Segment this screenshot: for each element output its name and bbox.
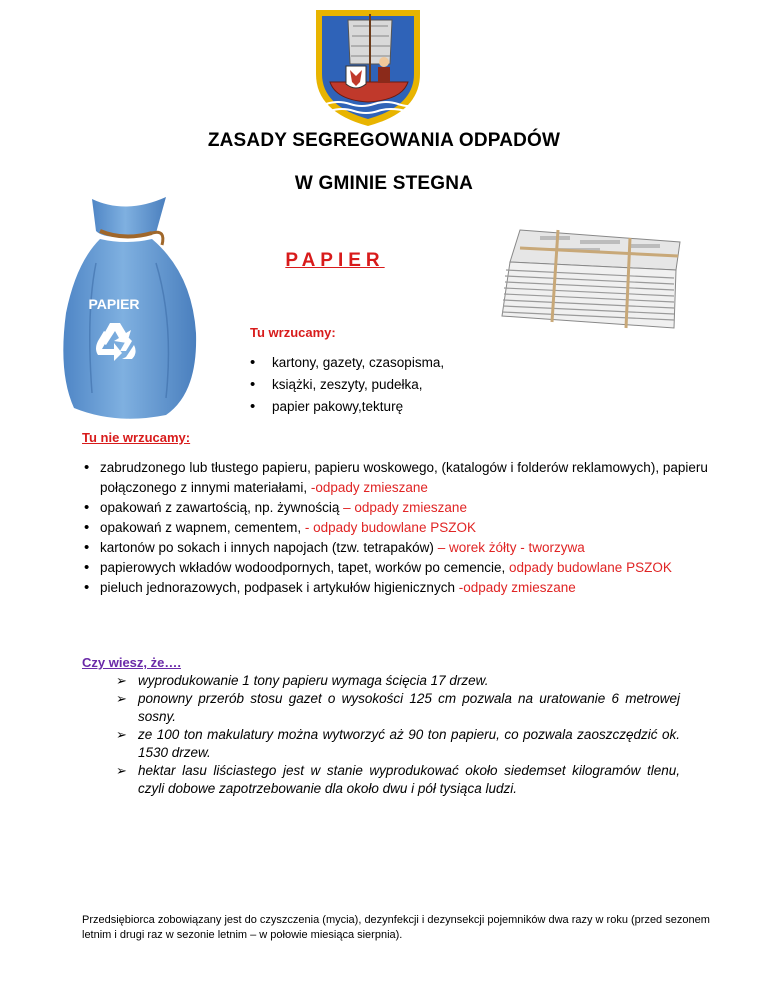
fact-item: ➢ hektar lasu liściastego jest w stanie wyprodukować około siedemset kilogramów tlenu, czyli dobowe zapotrzebowanie dla około dwu i pół tysiąca ludzi. [116, 762, 680, 798]
facts-label: Czy wiesz, że…. [82, 655, 181, 670]
fact-item: ➢ wyprodukowanie 1 tony papieru wymaga ścięcia 17 drzew. [116, 672, 680, 690]
rejected-item-note: -odpady zmieszane [458, 580, 576, 595]
rejected-item: • pieluch jednorazowych, podpasek i artykułów higienicznych -odpady zmieszane [82, 578, 712, 598]
newspaper-stack-icon [480, 218, 690, 343]
fact-item: ➢ ze 100 ton makulatury można wytworzyć aż 90 ton papieru, co pozwala zaoszczędzić ok. 1530 drzew. [116, 726, 680, 762]
coat-of-arms-icon [308, 4, 428, 130]
rejected-item-note: – odpady zmieszane [343, 500, 467, 515]
accepted-label: Tu wrzucamy: [250, 325, 336, 340]
rejected-item-note: odpady budowlane PSZOK [508, 560, 672, 575]
accepted-item: • papier pakowy,tekturę [246, 396, 444, 418]
rejected-item-note: - odpady budowlane PSZOK [304, 520, 476, 535]
rejected-list [82, 458, 712, 598]
rejected-item: • zabrudzonego lub tłustego papieru, papieru woskowego, (katalogów i folderów reklamowych), papieru połączonego z innymi materiałami, -odpady zmieszane [82, 458, 712, 498]
rejected-item: • kartonów po sokach i innych napojach (tzw. tetrapaków) – worek żółty - tworzywa [82, 538, 712, 558]
facts-list [116, 672, 680, 798]
rejected-item-note: – worek żółty - tworzywa [437, 540, 585, 555]
fact-item: ➢ ponowny przerób stosu gazet o wysokości 125 cm pozwala na uratowanie 6 metrowej sosny. [116, 690, 680, 726]
rejected-item: • opakowań z zawartością, np. żywnością – odpady zmieszane [82, 498, 712, 518]
rejected-label: Tu nie wrzucamy: [82, 430, 191, 445]
accepted-item: • kartony, gazety, czasopisma, [246, 352, 444, 374]
rejected-item: • opakowań z wapnem, cementem, - odpady budowlane PSZOK [82, 518, 712, 538]
section-title: PAPIER [285, 250, 385, 271]
document-title: ZASADY SEGREGOWANIA ODPADÓW [207, 130, 561, 151]
accepted-list [246, 352, 444, 418]
accepted-item: • książki, zeszyty, pudełka, [246, 374, 444, 396]
rejected-item: • papierowych wkładów wodoodpornych, tapet, worków po cemencie, odpady budowlane PSZOK [82, 558, 712, 578]
bag-label: PAPIER [88, 296, 140, 312]
document-subtitle: W GMINIE STEGNA [294, 173, 474, 194]
rejected-item-note: -odpady zmieszane [310, 480, 428, 495]
paper-waste-bag [56, 193, 206, 428]
footer-note: Przedsiębiorca zobowiązany jest do czyszczenia (mycia), dezynfekcji i dezynsekcji pojemników dwa razy w roku (przed sezonem letnim i drugi raz w sezonie letnim – w połowie miesiąca sierpnia). [82, 914, 710, 941]
